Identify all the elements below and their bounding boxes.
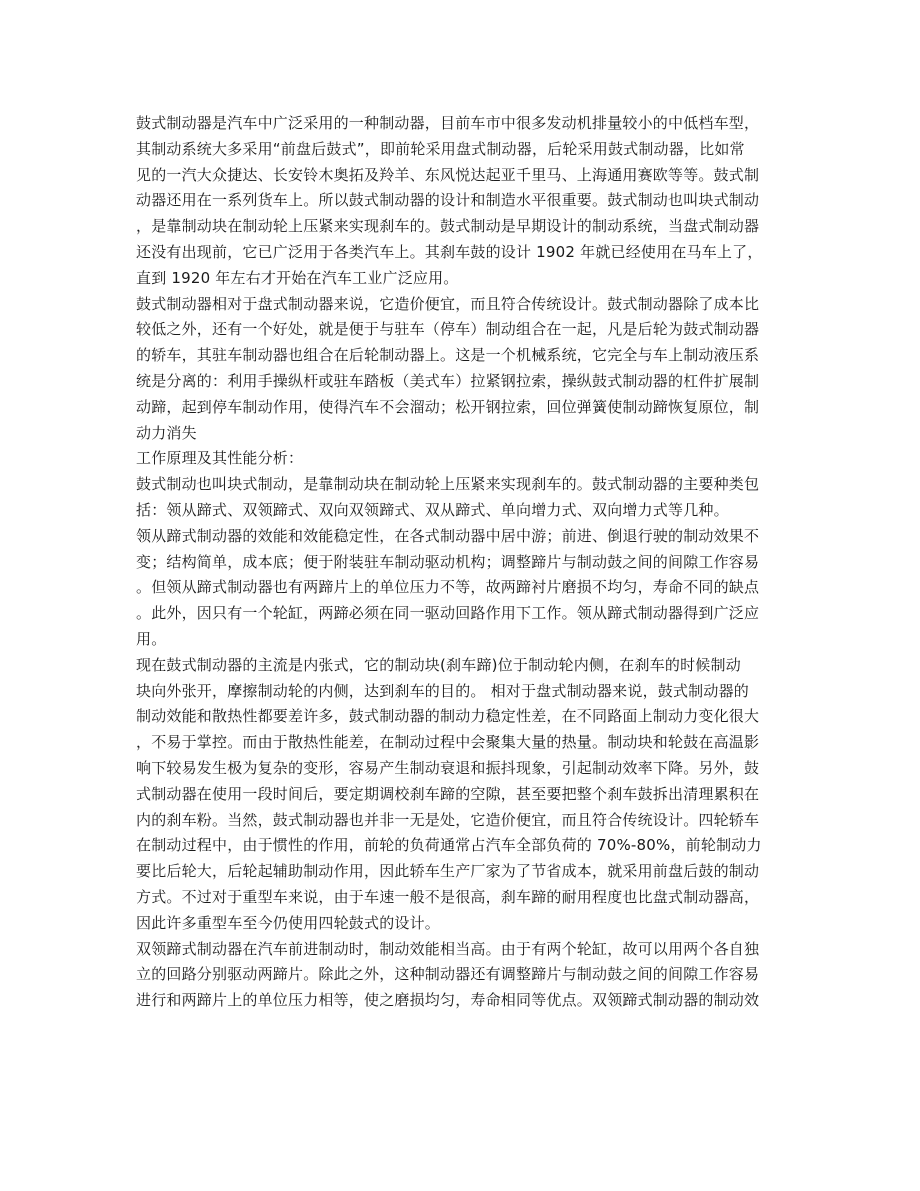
- paragraph-leading-trailing-shoe: 领从蹄式制动器的效能和效能稳定性，在各式制动器中居中游；前进、倒退行驶的制动效果不 变；结构简单，成本底；便于附装驻车制动驱动机构；调整蹄片与制动鼓之间的间隙工作容易 。但领从蹄式制动器也有两蹄片上的单位压力不等，故两蹄衬片磨损不均匀，寿命不同的缺点 。此外，因只有一个轮缸，两蹄必须在同一驱动回路作用下工作。领从蹄式制动器得到广泛应 用。: [136, 526, 760, 648]
- paragraph-drum-brake-intro: 鼓式制动器是汽车中广泛采用的一种制动器，目前车市中很多发动机排量较小的中低档车型， 其制动系统大多采用“前盘后鼓式”，即前轮采用盘式制动器，后轮采用鼓式制动器，比如常 见的一汽大众捷达、长安铃木奥拓及羚羊、东风悦达起亚千里马、上海通用赛欧等等。鼓式制 动器还用在一系列货车上。所以鼓式制动器的设计和制造水平很重要。鼓式制动也叫块式制动 ，是靠制动块在制动轮上压紧来实现刹车的。鼓式制动是早期设计的制动系统，当盘式制动器 还没有出现前，它已广泛用于各类汽车上。其刹车鼓的设计 1902 年就已经使用在马车上了， 直到 1920 年左右才开始在汽车工业广泛应用。: [136, 114, 763, 287]
- paragraph-twin-leading-shoe: 双领蹄式制动器在汽车前进制动时，制动效能相当高。由于有两个轮缸，故可以用两个各自独 立的回路分别驱动两蹄片。除此之外，这种制动器还有调整蹄片与制动鼓之间的间隙工作容易 进行和两蹄片上的单位压力相等，使之磨损均匀，寿命相同等优点。双领蹄式制动器的制动效: [136, 939, 760, 1010]
- paragraph-internal-expanding: 现在鼓式制动器的主流是内张式，它的制动块(刹车蹄)位于制动轮内侧，在刹车的时候制动 块向外张开，摩擦制动轮的内侧，达到刹车的目的。 相对于盘式制动器来说，鼓式制动器的 制动效能和散热性都要差许多，鼓式制动器的制动力稳定性差，在不同路面上制动力变化很大 ，不易于掌控。而由于散热性能差，在制动过程中会聚集大量的热量。制动块和轮鼓在高温影 响下较易发生极为复杂的变形，容易产生制动衰退和振抖现象，引起制动效率下降。另外，鼓 式制动器在使用一段时间后，要定期调校刹车蹄的空隙，甚至要把整个刹车鼓拆出清理累积在 内的刹车粉。当然，鼓式制动器也并非一无是处，它造价便宜，而且符合传统设计。四轮轿车 在制动过程中，由于惯性的作用，前轮的负荷通常占汽车全部负荷的 70%-80%，前轮制动力 要比后轮大，后轮起辅助制动作用，因此轿车生产厂家为了节省成本，就采用前盘后鼓的制动 方式。不过对于重型车来说，由于车速一般不是很高，刹车蹄的耐用程度也比盘式制动器高， 因此许多重型车至今仍使用四轮鼓式的设计。: [136, 655, 762, 932]
- paragraph-drum-vs-disc: 鼓式制动器相对于盘式制动器来说，它造价便宜，而且符合传统设计。鼓式制动器除了成本比 较低之外，还有一个好处，就是便于与驻车（停车）制动组合在一起，凡是后轮为鼓式制动器 的轿车，其驻车制动器也组合在后轮制动器上。这是一个机械系统，它完全与车上制动液压系 统是分离的：利用手操纵杆或驻车踏板（美式车）拉紧钢拉索，操纵鼓式制动器的杠件扩展制 动蹄，起到停车制动作用，使得汽车不会溜动；松开钢拉索，回位弹簧使制动蹄恢复原位，制 动力消失: [136, 294, 760, 442]
- section-heading-working-principle: 工作原理及其性能分析：: [136, 449, 304, 468]
- document-body: [136, 111, 788, 1014]
- paragraph-drum-brake-types: 鼓式制动也叫块式制动，是靠制动块在制动轮上压紧来实现刹车的。鼓式制动器的主要种类包 括：领从蹄式、双领蹄式、双向双领蹄式、双从蹄式、单向增力式、双向增力式等几种。: [136, 475, 760, 519]
